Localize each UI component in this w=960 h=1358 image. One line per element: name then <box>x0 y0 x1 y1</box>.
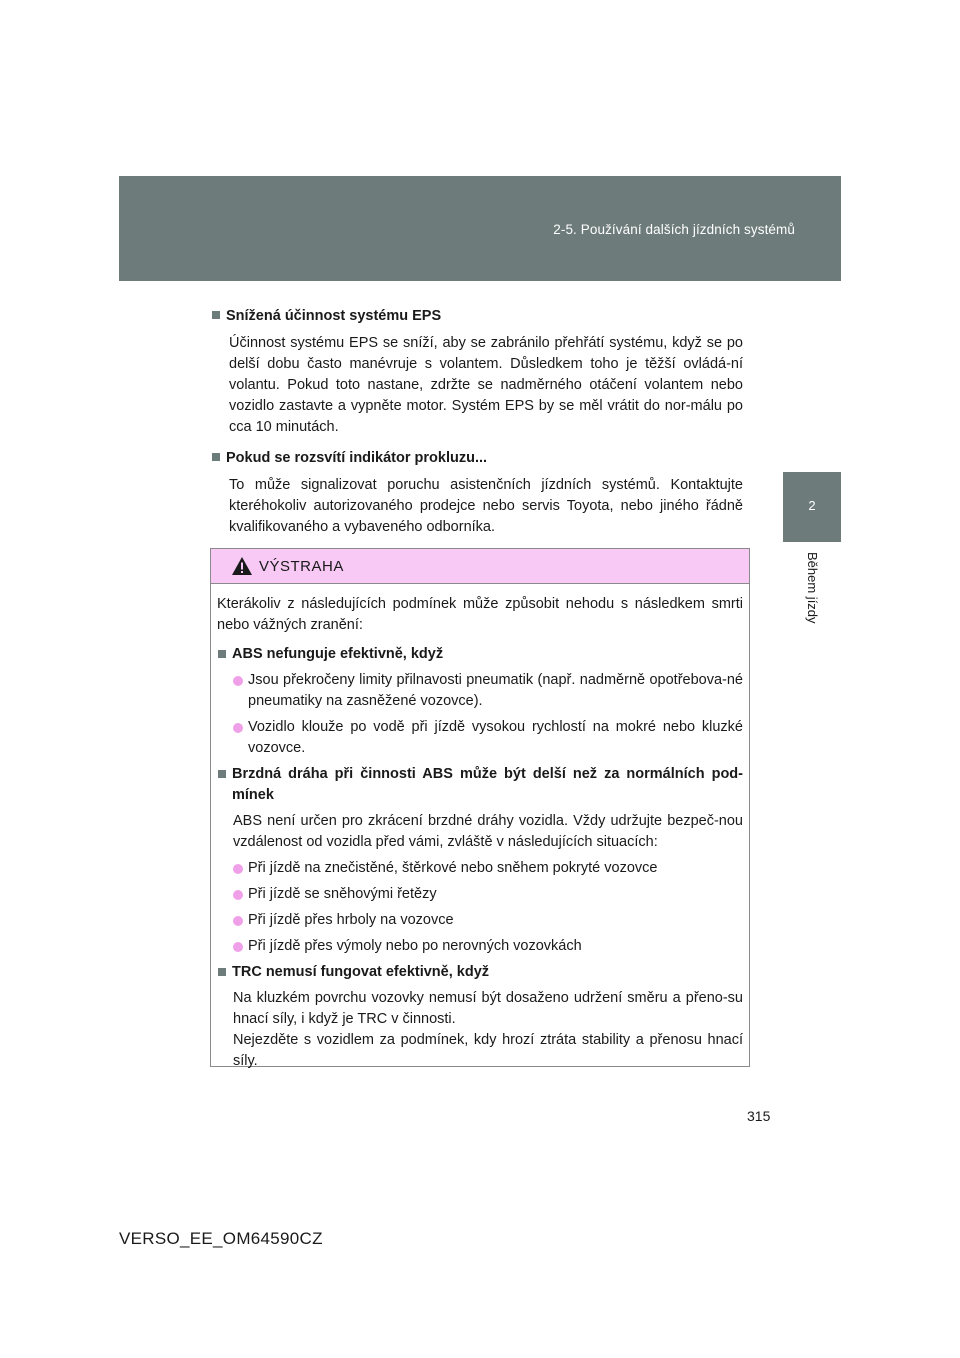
warning-intro: Kterákoliv z následujících podmínek může způsobit nehodu s následkem smrti nebo vážných zranění: <box>217 596 743 633</box>
square-bullet-icon <box>218 650 226 658</box>
warning-group-heading-text: ABS nefunguje efektivně, když <box>232 646 444 662</box>
warning-title: VÝSTRAHA <box>259 557 344 575</box>
main-content <box>211 306 743 548</box>
warning-group-heading-text: Brzdná dráha při činnosti ABS může být delší než za normálních pod-mínek <box>232 766 743 803</box>
round-bullet-icon <box>233 890 243 900</box>
round-bullet-icon <box>233 723 243 733</box>
warning-triangle-icon <box>231 556 253 576</box>
section-paragraph: To může signalizovat poruchu asistenčních jízdních systémů. Kontaktujte kteréhokoliv autorizovaného prodejce nebo servis Toyota, nebo jiného řádně kvalifikovaného a vybaveného odborníka. <box>229 477 743 535</box>
warning-header <box>211 549 749 584</box>
round-bullet-icon <box>233 676 243 686</box>
section-title: 2-5. Používání dalších jízdních systémů <box>553 222 795 237</box>
square-bullet-icon <box>218 968 226 976</box>
list-item <box>233 884 743 905</box>
list-item <box>233 670 743 712</box>
section-paragraph: Účinnost systému EPS se sníží, aby se zabránilo přehřátí systému, když se po delší dobu často manévruje s volantem. Důsledkem toho je těžší ovládá-ní volantu. Pokud toto nastane, zdržte se nadměrného otáčení volantem nebo vozidlo zastavte a vypněte motor. Systém EPS by se měl vrátit do nor-málu po cca 10 minutách. <box>229 335 743 435</box>
warning-group-heading <box>217 764 743 806</box>
chapter-label: Během jízdy <box>805 552 820 624</box>
chapter-tab <box>783 472 841 542</box>
warning-box <box>210 548 750 1067</box>
list-item-text: Při jízdě na znečistěné, štěrkové nebo sněhem pokryté vozovce <box>248 860 658 876</box>
page-number: 315 <box>747 1108 771 1124</box>
document-code: VERSO_EE_OM64590CZ <box>119 1229 323 1248</box>
square-bullet-icon <box>212 311 220 319</box>
list-item-text: Při jízdě přes hrboly na vozovce <box>248 912 454 928</box>
warning-paragraph: Na kluzkém povrchu vozovky nemusí být dosaženo udržení směru a přeno-su hnací síly, i když je TRC v činnosti. <box>233 990 743 1027</box>
list-item-text: Vozidlo klouže po vodě při jízdě vysokou rychlostí na mokré nebo kluzké vozovce. <box>248 719 743 756</box>
round-bullet-icon <box>233 864 243 874</box>
round-bullet-icon <box>233 916 243 926</box>
warning-paragraph: Nejezděte s vozidlem za podmínek, kdy hrozí ztráta stability a přenosu hnací síly. <box>233 1032 743 1069</box>
list-item-text: Při jízdě se sněhovými řetězy <box>248 886 437 902</box>
section-heading-text: Pokud se rozsvítí indikátor prokluzu... <box>226 450 488 466</box>
list-item <box>233 858 743 879</box>
warning-paragraph: ABS není určen pro zkrácení brzdné dráhy vozidla. Vždy udržujte bezpeč-nou vzdálenost od vozidla před vámi, zvláště v následujících situacích: <box>233 813 743 850</box>
section-heading <box>211 306 743 327</box>
square-bullet-icon <box>218 770 226 778</box>
section-heading <box>211 448 743 469</box>
list-item-text: Jsou překročeny limity přilnavosti pneumatik (např. nadměrně opotřebova-né pneumatiky na zasněžené vozovce). <box>248 672 743 709</box>
warning-body <box>211 584 749 1072</box>
chapter-label-wrap <box>772 552 852 632</box>
chapter-number: 2 <box>808 498 816 513</box>
warning-group-heading <box>217 644 743 665</box>
list-item <box>233 910 743 931</box>
warning-group-heading-text: TRC nemusí fungovat efektivně, když <box>232 964 490 980</box>
list-item <box>233 717 743 759</box>
square-bullet-icon <box>212 453 220 461</box>
list-item-text: Při jízdě přes výmoly nebo po nerovných vozovkách <box>248 938 582 954</box>
section-heading-text: Snížená účinnost systému EPS <box>226 308 442 324</box>
warning-group-heading <box>217 962 743 983</box>
round-bullet-icon <box>233 942 243 952</box>
header-band <box>119 176 841 281</box>
list-item <box>233 936 743 957</box>
